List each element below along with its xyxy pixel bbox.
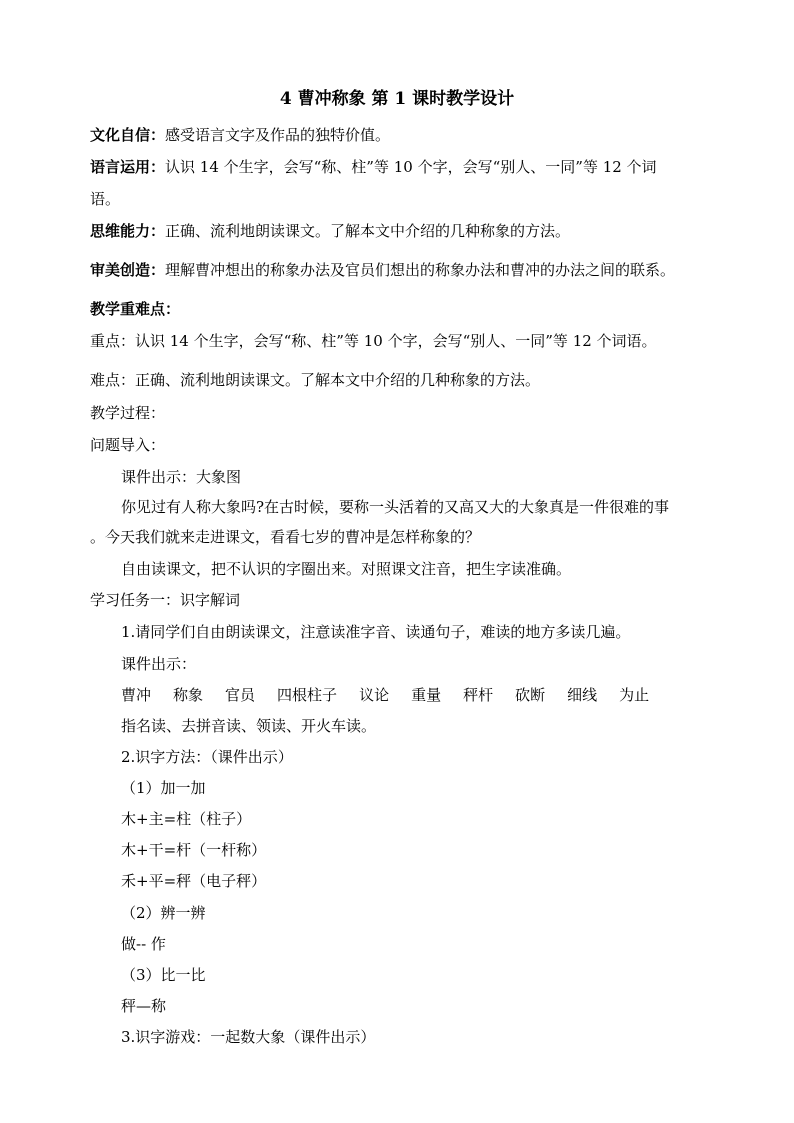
- vocab-word: 官员: [225, 686, 256, 704]
- objective-label: 审美创造：: [90, 261, 166, 279]
- add-example-2: 木+干=杆（一杆称）: [121, 841, 267, 859]
- reading-methods: 指名读、去拼音读、领读、开火车读。: [121, 717, 377, 735]
- process-heading: 教学过程：: [90, 404, 166, 422]
- objective-culture: [90, 125, 390, 145]
- key-point: 重点：认识 14 个生字，会写“称、柱”等 10 个字，会写“别人、一同”等 12 个词语。: [90, 332, 657, 350]
- vocab-word: 议论: [359, 686, 390, 704]
- vocab-word: 砍断: [515, 686, 546, 704]
- task1-heading: 学习任务一：识字解词: [90, 591, 241, 609]
- vocab-word: 四根柱子: [277, 686, 338, 704]
- vocab-word: 秤杆: [463, 686, 494, 704]
- intro-paragraph-2: 自由读课文，把不认识的字圈出来。对照课文注音，把生字读准确。: [121, 560, 572, 578]
- intro-courseware: 课件出示：大象图: [121, 468, 242, 486]
- distinguish-example: 做-- 作: [121, 935, 166, 953]
- intro-heading: 问题导入：: [90, 436, 166, 454]
- objective-language: [90, 157, 657, 177]
- vocab-word: 重量: [411, 686, 442, 704]
- page-title: 4 曹冲称象 第 1 课时教学设计: [279, 89, 515, 109]
- add-heading: （1）加一加: [121, 779, 206, 797]
- objective-text: 感受语言文字及作品的独特价值。: [165, 126, 391, 144]
- vocab-word: 为止: [619, 686, 650, 704]
- intro-paragraph-cont: 。今天我们就来走进课文，看看七岁的曹冲是怎样称象的？: [90, 528, 481, 546]
- vocab-word: 曹冲: [121, 686, 152, 704]
- compare-heading: （3）比一比: [121, 966, 206, 984]
- objective-text: 认识 14 个生字，会写“称、柱”等 10 个字，会写“别人、一同”等 12 个词: [165, 158, 657, 176]
- distinguish-heading: （2）辨一辨: [121, 904, 206, 922]
- objective-thinking: [90, 221, 570, 241]
- vocab-list: [121, 685, 671, 705]
- objective-label: 文化自信：: [90, 126, 166, 144]
- task1-step2: 2.识字方法：（课件出示）: [121, 748, 293, 766]
- intro-paragraph: 你见过有人称大象吗?在古时候，要称一头活着的又高又大的大象真是一件很难的事: [121, 498, 670, 516]
- objective-text: 正确、流利地朗读课文。了解本文中介绍的几种称象的方法。: [165, 222, 571, 240]
- vocab-word: 细线: [567, 686, 598, 704]
- add-example-1: 木+主=柱（柱子）: [121, 810, 252, 828]
- objective-text: 理解曹冲想出的称象办法及官员们想出的称象办法和曹冲的办法之间的联系。: [165, 261, 676, 279]
- compare-example: 秤—称: [121, 997, 167, 1015]
- vocab-word: 称象: [173, 686, 204, 704]
- task1-step1: 1.请同学们自由朗读课文，注意读准字音、读通句子，难读的地方多读几遍。: [121, 623, 631, 641]
- objective-aesthetic: [90, 260, 675, 280]
- task1-step3: 3.识字游戏：一起数大象（课件出示）: [121, 1028, 376, 1046]
- objective-language-cont: 语。: [90, 190, 121, 208]
- courseware-label: 课件出示：: [121, 655, 197, 673]
- key-points-heading: 教学重难点：: [90, 300, 181, 318]
- objective-label: 思维能力：: [90, 222, 166, 240]
- difficult-point: 难点：正确、流利地朗读课文。了解本文中介绍的几种称象的方法。: [90, 371, 541, 389]
- objective-label: 语言运用：: [90, 158, 166, 176]
- add-example-3: 禾+平=秤（电子秤）: [121, 872, 267, 890]
